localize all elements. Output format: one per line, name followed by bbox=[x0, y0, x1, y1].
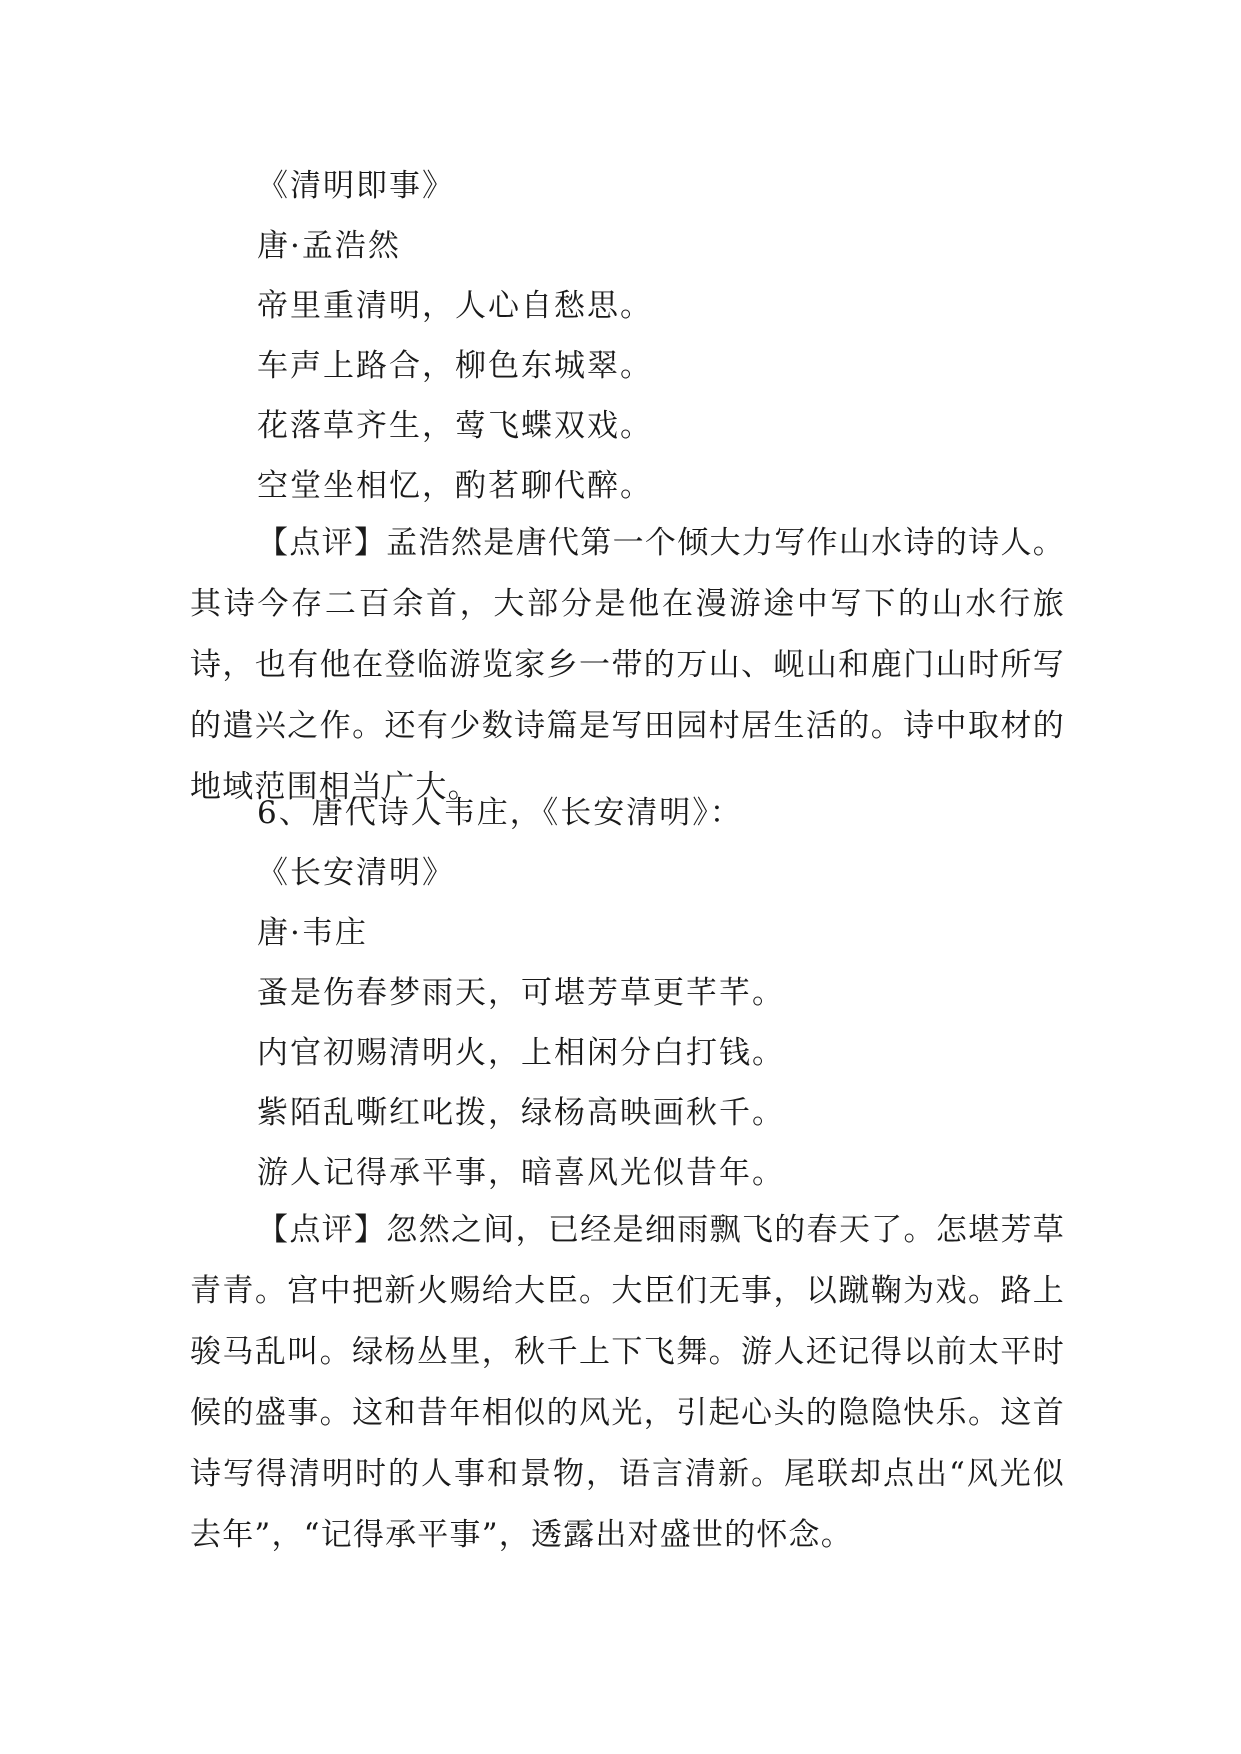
poem-line: 内官初赐清明火，上相闲分白打钱。 bbox=[257, 1035, 785, 1071]
poem-commentary: 【点评】忽然之间，已经是细雨飘飞的春天了。怎堪芳草青青。宫中把新火赐给大臣。大臣们无事，以蹴鞠为戏。路上骏马乱叫。绿杨丛里，秋千上下飞舞。游人还记得以前太平时候的盛事。这和昔年相似的风光，引起心头的隐隐快乐。这首诗写得清明时的人事和景物，语言清新。尾联却点出“风光似去年”，“记得承平事”，透露出对盛世的怀念。 bbox=[190, 1212, 1065, 1553]
poem-title: 《清明即事》 bbox=[257, 168, 455, 204]
poem-line: 车声上路合，柳色东城翠。 bbox=[257, 348, 653, 384]
poem-commentary: 【点评】孟浩然是唐代第一个倾大力写作山水诗的诗人。其诗今存二百余首，大部分是他在漫游途中写下的山水行旅诗，也有他在登临游览家乡一带的万山、岘山和鹿门山时所写的遣兴之作。还有少数诗篇是写田园村居生活的。诗中取材的地域范围相当广大。 bbox=[190, 525, 1065, 805]
poem-line: 空堂坐相忆，酌茗聊代醉。 bbox=[257, 468, 653, 504]
poem-line: 帝里重清明，人心自愁思。 bbox=[257, 288, 653, 324]
poem-author: 唐·韦庄 bbox=[257, 915, 368, 951]
section-heading: 6、唐代诗人韦庄，《长安清明》： bbox=[257, 795, 743, 831]
poem-line: 紫陌乱嘶红叱拨，绿杨高映画秋千。 bbox=[257, 1095, 785, 1131]
poem-line: 花落草齐生，莺飞蝶双戏。 bbox=[257, 408, 653, 444]
poem-author: 唐·孟浩然 bbox=[257, 228, 401, 264]
poem-title: 《长安清明》 bbox=[257, 855, 455, 891]
poem-line: 蚤是伤春梦雨天，可堪芳草更芊芊。 bbox=[257, 975, 785, 1011]
poem-line: 游人记得承平事，暗喜风光似昔年。 bbox=[257, 1155, 785, 1191]
